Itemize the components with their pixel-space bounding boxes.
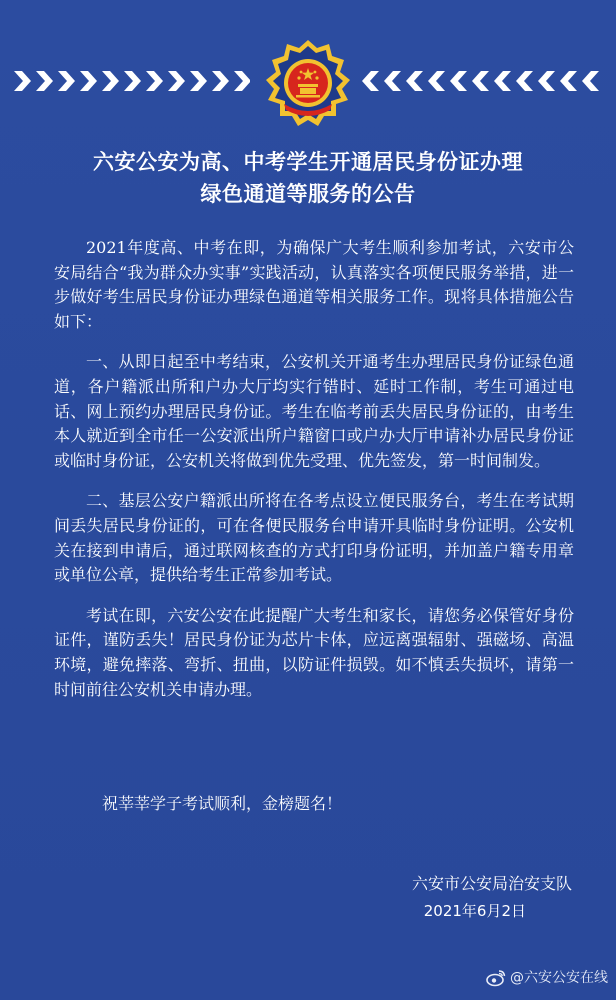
title-line-2: 绿色通道等服务的公告	[200, 182, 416, 206]
weibo-watermark	[486, 968, 608, 988]
signature-date: 2021年6月2日	[423, 902, 526, 920]
notice-title	[20, 146, 596, 210]
chevron-right-icon	[362, 68, 602, 94]
title-line-1: 六安公安为高、中考学生开通居民身份证办理	[93, 150, 523, 174]
header-banner	[0, 38, 616, 128]
paragraph-measure-1: 一、从即日起至中考结束，公安机关开通考生办理居民身份证绿色通道，各户籍派出所和户办大厅均实行错时、延时工作制，考生可通过电话、网上预约办理居民身份证。考生在临考前丢失居民身份证的，由考生本人就近到全市任一公安派出所户籍窗口或户办大厅申请补办居民身份证或临时身份证，公安机关将做到优先受理、优先签发，第一时间制发。	[54, 352, 574, 470]
paragraph-reminder: 考试在即，六安公安在此提醒广大考生和家长，请您务必保管好身份证件，谨防丢失！居民身份证为芯片卡体，应远离强辐射、强磁场、高温环境，避免摔落、弯折、扭曲，以防证件损毁。如不慎丢失损坏，请第一时间前往公安机关申请办理。	[54, 605, 574, 699]
weibo-icon	[486, 969, 506, 987]
notice-body	[54, 236, 574, 722]
signature-unit: 六安市公安局治安支队	[411, 874, 572, 893]
watermark-text: @六安公安在线	[510, 970, 608, 986]
paragraph-intro: 2021年度高、中考在即，为确保广大考生顺利参加考试，六安市公安局结合“我为群众办实事”实践活动，认真落实各项便民服务举措，进一步做好考生居民身份证办理绿色通道等相关服务工作。现将具体措施公告如下：	[54, 238, 574, 331]
paragraph-measure-2: 二、基层公安户籍派出所将在各考点设立便民服务台，考生在考试期间丢失居民身份证的，可在各便民服务台申请开具临时身份证明。公安机关在接到申请后，通过联网核查的方式打印身份证明，并加盖户籍专用章或单位公章，提供给考生正常参加考试。	[54, 491, 574, 585]
closing-wish: 祝莘莘学子考试顺利，金榜题名！	[102, 794, 343, 813]
police-emblem-icon	[262, 38, 354, 128]
chevron-right-icon	[14, 68, 250, 94]
